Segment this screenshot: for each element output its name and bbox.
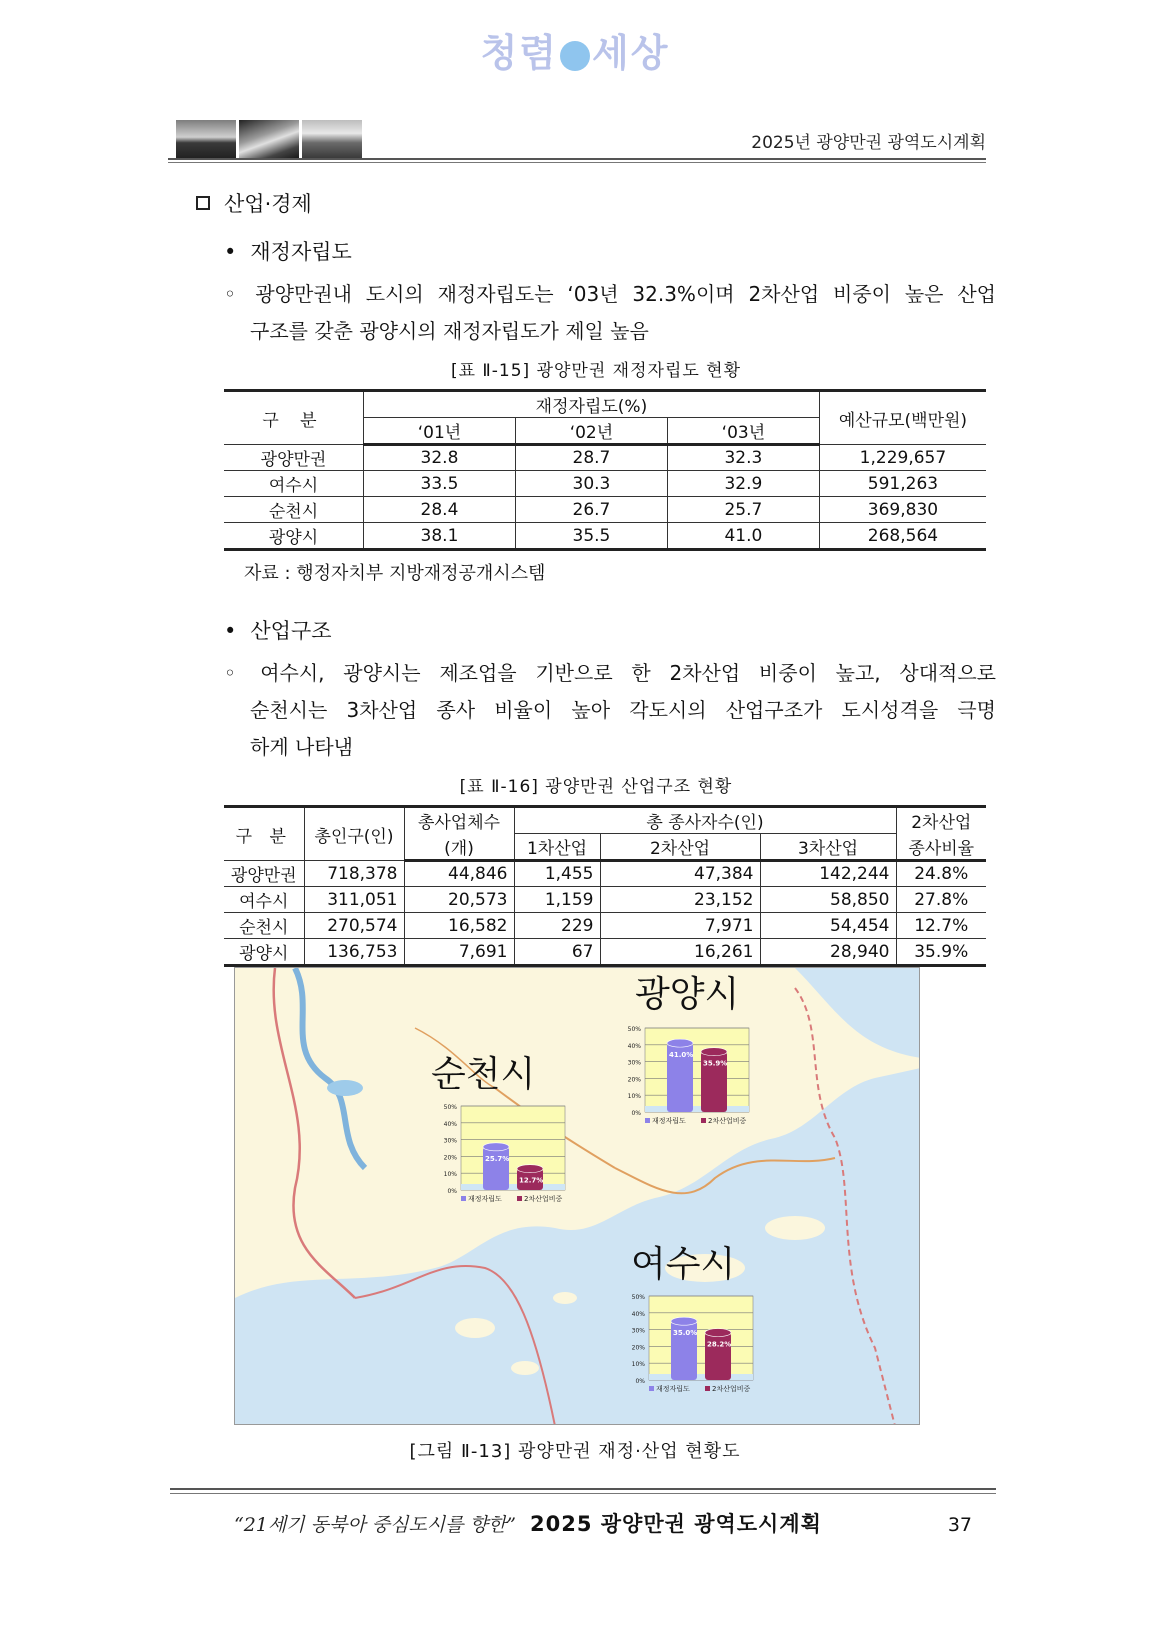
chart-bar-cap [667, 1039, 693, 1047]
table-cell: 1,159 [514, 887, 600, 913]
table-cell: 591,263 [819, 471, 986, 497]
chart-legend-swatch [461, 1196, 466, 1201]
table-cell: 136,753 [304, 939, 404, 966]
table-cell: 229 [514, 913, 600, 939]
chart-data-label: 12.7% [519, 1176, 544, 1185]
table-header-year: ‘03년 [667, 418, 819, 445]
industry-table [224, 805, 986, 967]
table-cell: 311,051 [304, 887, 404, 913]
table-cell: 32.9 [667, 471, 819, 497]
industry-paragraph [224, 655, 996, 766]
table-row [224, 523, 986, 550]
fiscal-line-2: 구조를 갖춘 광양시의 재정자립도가 제일 높음 [250, 319, 649, 343]
chart-tick-label: 40% [627, 1042, 641, 1050]
chart-legend-swatch [705, 1386, 710, 1391]
table-row [224, 497, 986, 523]
chart-tick-label: 20% [627, 1076, 641, 1084]
chart-data-label: 28.2% [707, 1340, 732, 1349]
chart-data-label: 35.0% [673, 1329, 698, 1338]
table-header-sector: 1차산업 [514, 834, 600, 861]
footer-rule [170, 1493, 996, 1494]
table-cell: 1,455 [514, 861, 600, 887]
chart-suncheon [444, 1104, 565, 1203]
table-row [224, 471, 986, 497]
chart-yeosu [632, 1294, 753, 1393]
table-cell: 광양만권 [224, 445, 363, 471]
fiscal-source: 자료 : 행정자치부 지방재정공개시스템 [244, 563, 546, 584]
chart-plot-area [461, 1106, 565, 1190]
table-cell: 41.0 [667, 523, 819, 550]
table-row [224, 861, 986, 887]
table-header-firms-unit: (개) [404, 834, 514, 861]
chart-tick-label: 50% [627, 1026, 641, 1033]
table-cell: 28,940 [760, 939, 896, 966]
page-footer [170, 1488, 996, 1538]
bullet-industry: • 산업구조 [224, 615, 996, 645]
table-cell: 26.7 [515, 497, 667, 523]
header-photo-strip [176, 120, 362, 158]
footer-text [170, 1508, 996, 1538]
table-header-firms: 총사업체수 [404, 807, 514, 834]
header-rule [168, 162, 986, 163]
region-map [235, 968, 920, 1425]
table-header-year: ‘02년 [515, 418, 667, 445]
table-cell: 35.9% [896, 939, 986, 966]
table-caption: [표 Ⅱ-15] 광양만권 재정자립도 현황 [450, 361, 742, 381]
table-row [224, 445, 986, 471]
chart-tick-label: 0% [635, 1378, 645, 1385]
chart-legend-swatch [645, 1118, 650, 1123]
chart-data-label: 41.0% [669, 1051, 694, 1060]
chart-legend-label: 재정자립도 [652, 1117, 686, 1125]
table-cell: 여수시 [224, 887, 304, 913]
chart-tick-label: 50% [443, 1104, 457, 1111]
header-rule [168, 158, 986, 160]
chart-legend-swatch [649, 1386, 654, 1391]
chart-bar [483, 1147, 509, 1190]
table-header-ratio: 재정자립도(%) [363, 391, 819, 418]
footer-slogan: “21세기 동북아 중심도시를 향한” [234, 1514, 516, 1536]
chart-bar-cap [705, 1329, 731, 1337]
table-cell: 54,454 [760, 913, 896, 939]
table-cell: 47,384 [600, 861, 760, 887]
chart-tick-label: 20% [443, 1154, 457, 1162]
table-cell: 광양시 [224, 939, 304, 966]
figure-caption: [그림 Ⅱ-13] 광양만권 재정·산업 현황도 [409, 1441, 741, 1462]
industry-line-2: 순천시는 3차산업 종사 비율이 높아 각도시의 산업구조가 도시성격을 극명 [250, 698, 996, 722]
table-cell: 270,574 [304, 913, 404, 939]
table-cell: 광양시 [224, 523, 363, 550]
table-cell: 순천시 [224, 497, 363, 523]
chart-legend-label: 재정자립도 [468, 1195, 502, 1203]
table-cell: 28.4 [363, 497, 515, 523]
table-cell: 718,378 [304, 861, 404, 887]
chart-tick-label: 50% [631, 1294, 645, 1301]
chart-plot-area [649, 1296, 753, 1380]
city-label-suncheon: 순천시 [431, 1054, 536, 1095]
table-header-workers: 총 종사자수(인) [514, 807, 896, 834]
city-label-gwangyang: 광양시 [635, 974, 740, 1015]
chart-legend-label: 재정자립도 [656, 1385, 690, 1393]
region-map-figure [234, 967, 920, 1425]
chart-bar-cap [517, 1165, 543, 1173]
table-cell: 33.5 [363, 471, 515, 497]
table-header-sector: 2차산업 [600, 834, 760, 861]
table-row [224, 887, 986, 913]
table-header-budget: 예산규모(백만원) [819, 391, 986, 445]
table-row [224, 913, 986, 939]
table-cell: 7,971 [600, 913, 760, 939]
table-cell: 268,564 [819, 523, 986, 550]
table-cell: 23,152 [600, 887, 760, 913]
chart-tick-label: 10% [443, 1171, 457, 1179]
small-circle-icon: ◦ [224, 661, 249, 685]
table-cell: 24.8% [896, 861, 986, 887]
table-cell: 16,261 [600, 939, 760, 966]
checkbox-square-icon [196, 196, 210, 210]
chart-floor [649, 1374, 753, 1380]
chart-legend-swatch [701, 1118, 706, 1123]
table-cell: 67 [514, 939, 600, 966]
fiscal-paragraph [224, 276, 996, 350]
logo-circle-icon [560, 41, 590, 71]
chart-tick-label: 10% [627, 1093, 641, 1101]
footer-rule [170, 1488, 996, 1490]
table-header-population: 총인구(인) [304, 807, 404, 861]
industry-line-1: 여수시, 광양시는 제조업을 기반으로 한 2차산업 비중이 높고, 상대적으로 [260, 661, 997, 685]
chart-gwangyang [628, 1026, 749, 1125]
table-header-ratio: 2차산업 [896, 807, 986, 834]
footer-plan-title: 2025 광양만권 광역도시계획 [529, 1512, 822, 1536]
table-cell: 28.7 [515, 445, 667, 471]
table-cell: 32.3 [667, 445, 819, 471]
chart-tick-label: 40% [443, 1120, 457, 1128]
chart-tick-label: 10% [631, 1361, 645, 1369]
chart-tick-label: 20% [631, 1344, 645, 1352]
table-cell: 16,582 [404, 913, 514, 939]
chart-bar-cap [671, 1317, 697, 1325]
header-photo [239, 120, 299, 158]
logo [0, 22, 1150, 77]
table-header-category: 구 분 [224, 807, 304, 861]
chart-legend-label: 2차산업비중 [708, 1117, 747, 1125]
table-cell: 12.7% [896, 913, 986, 939]
table-header-category: 구 분 [224, 391, 363, 445]
table-cell: 142,244 [760, 861, 896, 887]
table-cell: 광양만권 [224, 861, 304, 887]
header-photo [302, 120, 362, 158]
chart-legend-label: 2차산업비중 [524, 1195, 563, 1203]
header-photo [176, 120, 236, 158]
table-row [224, 939, 986, 966]
small-circle-icon: ◦ [224, 282, 244, 306]
chart-plot-area [645, 1028, 749, 1112]
table-header-ratio-2: 종사비율 [896, 834, 986, 861]
city-label-yeosu: 여수시 [631, 1244, 736, 1285]
table-cell: 20,573 [404, 887, 514, 913]
table-cell: 25.7 [667, 497, 819, 523]
chart-floor [645, 1106, 749, 1112]
table-cell: 7,691 [404, 939, 514, 966]
table-cell: 369,830 [819, 497, 986, 523]
fiscal-line-1: 광양만권내 도시의 재정자립도는 ‘03년 32.3%이며 2차산업 비중이 높은 산업 [255, 282, 996, 306]
chart-floor [461, 1184, 565, 1190]
fiscal-table [224, 389, 986, 551]
page-header [168, 118, 986, 160]
table-cell: 35.5 [515, 523, 667, 550]
table-cell: 1,229,657 [819, 445, 986, 471]
table-caption: [표 Ⅱ-16] 광양만권 산업구조 현황 [459, 777, 733, 797]
chart-data-label: 35.9% [703, 1059, 728, 1068]
chart-tick-label: 30% [631, 1327, 645, 1335]
industry-line-3: 하게 나타냄 [250, 735, 353, 759]
chart-tick-label: 30% [627, 1059, 641, 1067]
page-content [196, 188, 996, 1001]
table-cell: 30.3 [515, 471, 667, 497]
section-title: 산업·경제 [224, 192, 312, 216]
page-number: 37 [947, 1514, 972, 1536]
table-cell: 38.1 [363, 523, 515, 550]
chart-legend-swatch [517, 1196, 522, 1201]
bullet-fiscal: • 재정자립도 [224, 236, 996, 266]
chart-legend-label: 2차산업비중 [712, 1385, 751, 1393]
table-cell: 27.8% [896, 887, 986, 913]
table-header-year: ‘01년 [363, 418, 515, 445]
table-header-sector: 3차산업 [760, 834, 896, 861]
table-cell: 44,846 [404, 861, 514, 887]
chart-bar-cap [483, 1143, 509, 1151]
table-cell: 순천시 [224, 913, 304, 939]
logo-text-right: 세상 [592, 31, 670, 75]
chart-tick-label: 30% [443, 1137, 457, 1145]
chart-tick-label: 0% [631, 1110, 641, 1117]
table-cell: 58,850 [760, 887, 896, 913]
header-title: 2025년 광양만권 광역도시계획 [751, 133, 986, 153]
chart-tick-label: 40% [631, 1310, 645, 1318]
table-cell: 여수시 [224, 471, 363, 497]
chart-bar-cap [701, 1048, 727, 1056]
logo-text-left: 청렴 [480, 31, 558, 75]
table-cell: 32.8 [363, 445, 515, 471]
chart-data-label: 25.7% [485, 1154, 510, 1163]
section-heading [196, 188, 996, 218]
chart-tick-label: 0% [447, 1188, 457, 1195]
